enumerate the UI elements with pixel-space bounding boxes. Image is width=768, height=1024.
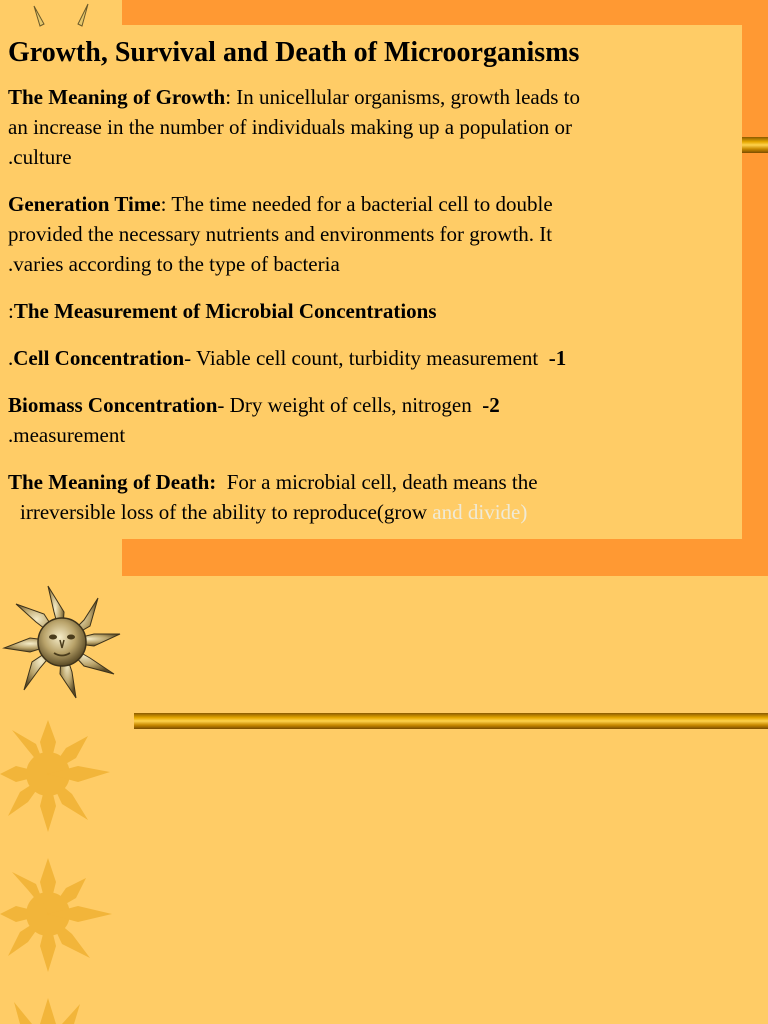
growth-term: The Meaning of Growth [8, 85, 226, 109]
cell-conc-number: -1 [548, 346, 567, 370]
slide-title: Growth, Survival and Death of Microorganisms [8, 37, 580, 68]
biomass-text: - Dry weight of cells, nitrogen [217, 393, 483, 417]
cell-conc-prefix: . [8, 346, 14, 370]
sun-decoration-icon [0, 852, 122, 976]
biomass-concentration-item [8, 390, 738, 450]
growth-line-3: .culture [8, 145, 72, 169]
measurement-heading [8, 296, 738, 326]
measurement-heading-text: The Measurement of Microbial Concentrations [13, 299, 437, 323]
generation-term: Generation Time [8, 192, 161, 216]
generation-line-3: .varies according to the type of bacteria [8, 252, 340, 276]
cell-conc-text: - Viable cell count, turbidity measurement [184, 346, 549, 370]
gold-rule [134, 713, 768, 729]
measurement-prefix: : [8, 299, 14, 323]
side-gold-rule [742, 137, 768, 153]
growth-line-2: an increase in the number of individuals making up a population or [8, 115, 572, 139]
growth-line-1: : In unicellular organisms, growth leads to [225, 85, 580, 109]
sun-rays-top-icon [20, 0, 100, 28]
generation-paragraph [8, 189, 738, 279]
generation-line-1: : The time needed for a bacterial cell to double [160, 192, 553, 216]
death-paragraph [8, 467, 738, 527]
death-line-2: irreversible loss of the ability to reproduce(grow [20, 500, 433, 524]
sun-decoration-icon [0, 994, 122, 1024]
death-faded-text: and divide) [432, 500, 528, 524]
biomass-number: -2 [482, 393, 500, 417]
slide-content [8, 36, 738, 544]
cell-conc-term: Cell Concentration [13, 346, 185, 370]
growth-paragraph [8, 82, 738, 172]
cell-concentration-item [8, 343, 738, 373]
biomass-term: Biomass Concentration [8, 393, 218, 417]
death-line-1: For a microbial cell, death means the [216, 470, 538, 494]
death-term: The Meaning of Death: [8, 470, 217, 494]
metallic-sun-face-icon [2, 582, 122, 702]
sun-decoration-icon [0, 712, 122, 836]
generation-line-2: provided the necessary nutrients and environments for growth. It [8, 222, 553, 246]
biomass-line-2: .measurement [8, 423, 126, 447]
